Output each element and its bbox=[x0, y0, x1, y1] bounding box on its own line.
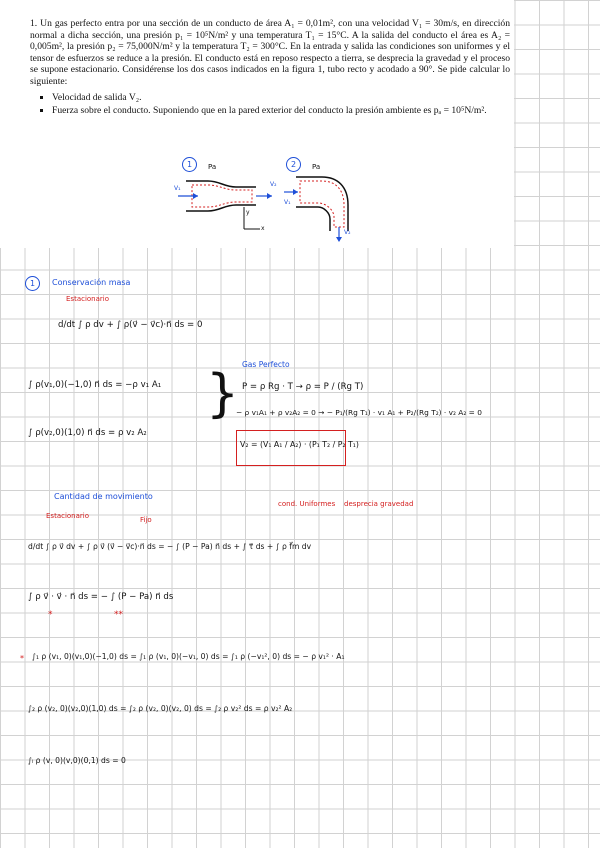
mass-equation: d/dt ∫ ρ dv + ∫ ρ(v⃗ − v⃗c)·n⃗ ds = 0 bbox=[58, 320, 203, 330]
problem-sheet bbox=[0, 0, 514, 248]
x-axis-label: x bbox=[261, 225, 265, 232]
pa-label-2: Pa bbox=[312, 163, 321, 171]
problem-statement bbox=[30, 18, 510, 88]
figure-straight-duct bbox=[172, 155, 282, 235]
momentum-equation: d/dt ∫ ρ v⃗ dv + ∫ ρ v⃗ (v⃗ − v⃗c)·n⃗ ds = − ∫ (P − Pa) n⃗ ds + ∫ τ⃗ ds + ∫ ρ f⃗m dv bbox=[28, 542, 312, 551]
reduced-equation: ∫ ρ v⃗ · v⃗ · n⃗ ds = − ∫ (P − Pa) n⃗ ds bbox=[28, 592, 174, 602]
star-mark: * bbox=[48, 610, 53, 620]
v2-label: V₂ bbox=[270, 181, 277, 188]
y-axis-label: y bbox=[246, 209, 250, 216]
v1-label-2: V₁ bbox=[284, 199, 291, 206]
inlet-equation: ∫ ρ(v₁,0)(−1,0) n⃗ ds = −ρ v₁ A₁ bbox=[28, 380, 162, 390]
figure-elbow-duct bbox=[282, 155, 362, 245]
case1-number: 1 bbox=[182, 157, 197, 172]
v1-label: V₁ bbox=[174, 185, 181, 192]
wall-term: ∫ₗ ρ (v, 0)(v,0)(0,1) ds = 0 bbox=[28, 756, 126, 765]
question-item: ▪ Velocidad de salida V₂. bbox=[52, 92, 510, 104]
pa-label: Pa bbox=[208, 163, 217, 171]
stationary-note: Estacionario bbox=[66, 295, 110, 303]
outlet-term: ∫₂ ρ (v₂, 0)(v₂,0)(1,0) ds = ∫₂ ρ (v₂, 0)(v₂, 0) ds = ∫₂ ρ v₂² ds = ρ v₂² A₂ bbox=[28, 704, 293, 713]
gas-equation: P = ρ Rg · T → ρ = P / (Rg T) bbox=[242, 382, 364, 392]
problem-body: Un gas perfecto entra por una sección de un conducto de área A₁ = 0,01m², con una velocidad V₁ = 30m/s, en dirección normal a dicha sección, una presión p₁ = 10⁵N/m² y una temperatura T₁ = 15°C. A la salida del conducto el área es A₂ = 0,005m², la presión p₂ = 75,000N/m² y la temperatura T₂ = 300°C. En la entrada y salida las condiciones son uniformes y el tensor de esfuerzos se reduce a la presión. El conducto está en reposo respecto a tierra, se desprecia la gravedad y el proceso se supone estacionario. Considérense los dos casos indicados en la figura 1, tubo recto y acodado a 90°. Se pide calcular lo siguiente: bbox=[30, 18, 510, 87]
uniform-note: cond. Uniformes bbox=[278, 500, 336, 508]
fixed-note: Fijo bbox=[140, 516, 152, 524]
outlet-equation: ∫ ρ(v₂,0)(1,0) n⃗ ds = ρ v₂ A₂ bbox=[28, 428, 147, 438]
straight-duct-drawing bbox=[172, 155, 282, 235]
momentum-title: Cantidad de movimiento bbox=[54, 492, 153, 501]
question-list bbox=[30, 92, 510, 117]
v2-result: V₂ = (V₁ A₁ / A₂) · (P₁ T₂ / P₂ T₁) bbox=[240, 440, 359, 449]
case2-number: 2 bbox=[286, 157, 301, 172]
gravity-note: desprecia gravedad bbox=[344, 500, 414, 508]
gas-title: Gas Perfecto bbox=[242, 360, 290, 369]
inlet-term: ∫₁ ρ (v₁, 0)(v₁,0)(−1,0) ds = ∫₁ ρ (v₁, 0)(−v₁, 0) ds = ∫₁ ρ (−v₁², 0) ds = − ρ v₁² · A₁ bbox=[32, 652, 345, 661]
balance-equation: − ρ v₁A₁ + ρ v₂A₂ = 0 → − P₁/(Rg T₁) · v₁ A₁ + P₂/(Rg T₂) · v₂ A₂ = 0 bbox=[236, 408, 482, 417]
question-item: ▪ Fuerza sobre el conducto. Suponiendo que en la pared exterior del conducto la presión ambiente es pₐ = 10⁵N/m². bbox=[52, 105, 510, 117]
section-number: 1 bbox=[25, 276, 40, 291]
double-star-mark: ** bbox=[114, 610, 123, 620]
stationary-note-2: Estacionario bbox=[46, 512, 90, 520]
v2-label-2: V₂ bbox=[344, 229, 351, 236]
star-mark-row: * bbox=[20, 654, 24, 663]
problem-number: 1. bbox=[30, 18, 38, 29]
mass-title: Conservación masa bbox=[52, 278, 131, 287]
problem-text bbox=[30, 18, 510, 119]
brace: } bbox=[206, 364, 240, 424]
